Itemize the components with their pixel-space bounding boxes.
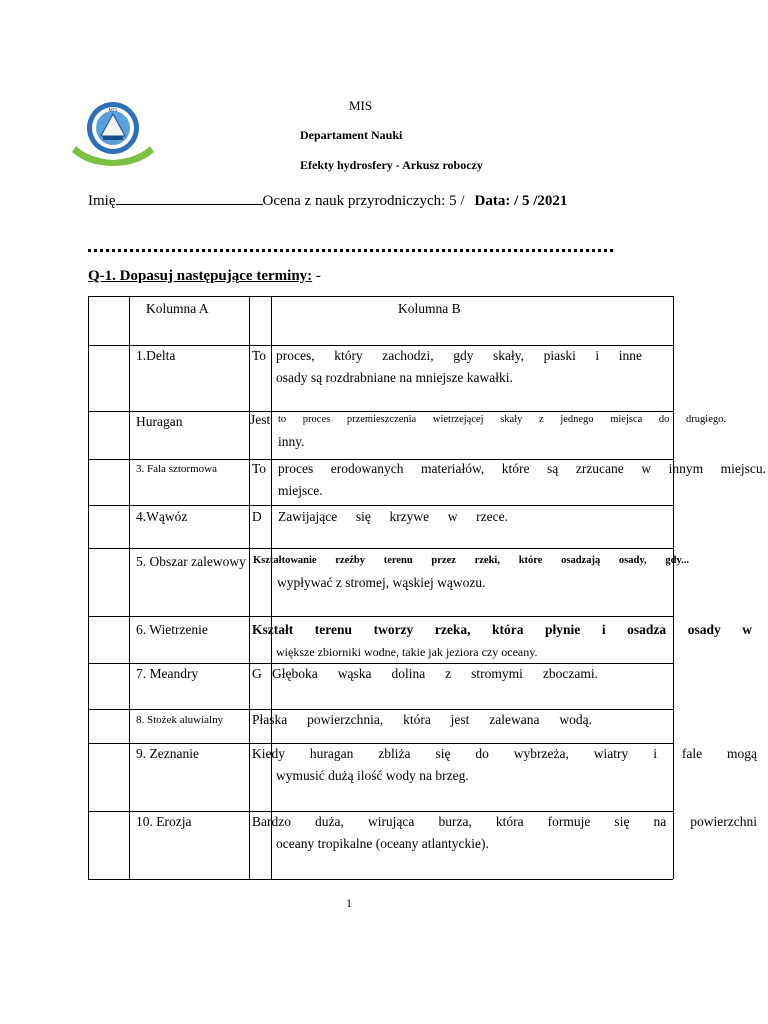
term-cell: 8. Stożek aluwialny	[136, 714, 224, 726]
table-rule	[88, 296, 673, 297]
answer-letter: D	[252, 509, 262, 524]
school-logo	[68, 96, 158, 166]
term-cell: 9. Zeznanie	[136, 746, 199, 761]
answer-letter: To	[252, 348, 267, 363]
definition-cell: Głęboka wąska dolina z stromymi zboczami.	[272, 666, 598, 681]
term-cell: 6. Wietrzenie	[136, 622, 208, 637]
definition-cell: Zawijające się krzywe w rzece.	[278, 509, 508, 524]
answer-letter: G	[252, 666, 262, 681]
term-cell: Huragan	[136, 414, 183, 429]
name-blank[interactable]	[116, 190, 263, 205]
question-title-text: Q-1. Dopasuj następujące terminy:	[88, 268, 313, 284]
table-rule	[88, 548, 673, 549]
department-title: Departament Nauki	[300, 128, 403, 142]
definition-cell: to proces przemieszczenia wietrzejącej skały z jednego miejsca do drugiego. inny.	[278, 414, 726, 449]
worksheet-title: Efekty hydrosfery - Arkusz roboczy	[300, 158, 483, 172]
term-cell: 5. Obszar zalewowy	[136, 554, 246, 569]
definition-cell: Bardzo duża, wirująca burza, która formuje się na powierzchni oceany tropikalne (oceany atlantyckie).	[252, 814, 757, 851]
term-cell: 10. Erozja	[136, 814, 192, 829]
table-rule	[88, 616, 673, 617]
definition-cell: Kiedy huragan zbliża się do wybrzeża, wiatry i fale mogą wymusić dużą ilość wody na brzeg.	[252, 746, 757, 783]
school-name: MIS	[349, 98, 373, 113]
definition-cell: Kształtowanie rzeźby terenu przez rzeki, które osadzają osady, gdy... wypływać z stromej, wąskiej wąwozu.	[253, 555, 689, 590]
term-cell: 1.Delta	[136, 348, 176, 363]
answer-letter: To	[252, 461, 267, 476]
student-info-line	[88, 190, 567, 210]
table-rule	[88, 879, 673, 880]
definition-cell: proces erodowanych materiałów, które są zrzucane w innym miejscu. miejsce.	[278, 461, 766, 498]
answer-letter: Jest	[250, 412, 271, 427]
column-b-header: Kolumna B	[398, 301, 461, 316]
definition-cell: proces, który zachodzi, gdy skały, piaski i inne osady są rozdrabniane na mniejsze kawałki.	[276, 348, 642, 385]
svg-text:MIS: MIS	[108, 108, 118, 114]
name-label: Imię	[88, 193, 116, 209]
definition-cell: Płaska powierzchnia, która jest zalewana wodą.	[252, 712, 592, 727]
table-rule	[249, 296, 250, 879]
page-number: 1	[346, 896, 352, 910]
term-cell: 7. Meandry	[136, 666, 199, 681]
definition-cell: Kształt terenu tworzy rzeka, która płynie i osadza osady w większe zbiorniki wodne, takie jak jeziora czy oceany.	[252, 622, 752, 659]
grade-label: Ocena z nauk przyrodniczych: 5 /	[262, 193, 465, 209]
question-title-suffix: -	[312, 268, 321, 284]
table-rule	[129, 296, 130, 879]
column-a-header: Kolumna A	[146, 301, 209, 316]
dotted-divider	[88, 249, 613, 252]
term-cell: 3. Fala sztormowa	[136, 463, 217, 475]
term-cell: 4.Wąwóz	[136, 509, 188, 524]
question-title	[88, 268, 321, 285]
date-label: Data: / 5 /2021	[474, 193, 568, 209]
table-rule	[88, 296, 89, 879]
